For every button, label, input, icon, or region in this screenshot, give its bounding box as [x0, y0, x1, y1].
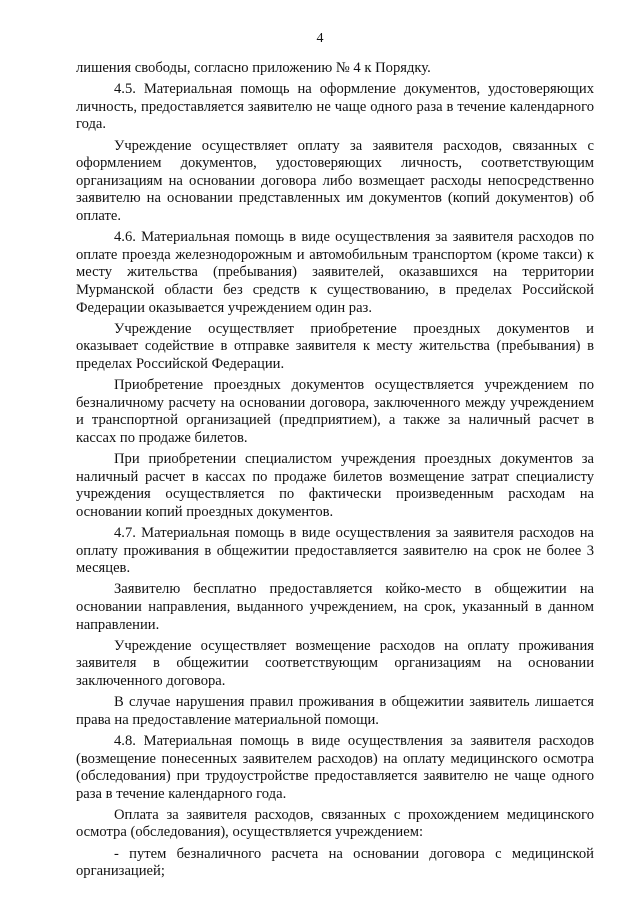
paragraph-4-5: 4.5. Материальная помощь на оформление документов, удостоверяющих личность, предоставляется заявителю не чаще одного раза в течение календарного года.: [76, 81, 594, 133]
paragraph: Учреждение осуществляет оплату за заявителя расходов, связанных с оформлением документов, удостоверяющих личность, соответствующим организациям на основании договора либо возмещает расходы непосредственно заявителю на основании представленных им документов (копий документов) об оплате.: [76, 137, 594, 224]
document-body: [76, 60, 594, 884]
paragraph-4-8: 4.8. Материальная помощь в виде осуществления за заявителя расходов (возмещение понесенных заявителем расходов) на оплату медицинского осмотра (обследования) при трудоустройстве предоставляется заявителю не чаще одного раза в течение календарного года.: [76, 732, 594, 802]
paragraph: Заявителю бесплатно предоставляется койко-место в общежитии на основании направления, выданного учреждением, на срок, указанный в данном направлении.: [76, 581, 594, 633]
paragraph: Оплата за заявителя расходов, связанных с прохождением медицинского осмотра (обследования), осуществляется учреждением:: [76, 806, 594, 841]
paragraph: Учреждение осуществляет возмещение расходов на оплату проживания заявителя в общежитии соответствующим организациям на основании заключенного договора.: [76, 637, 594, 689]
list-item: - путем безналичного расчета на основании договора с медицинской организацией;: [76, 845, 594, 880]
paragraph: В случае нарушения правил проживания в общежитии заявитель лишается права на предоставление материальной помощи.: [76, 694, 594, 728]
paragraph-4-6: 4.6. Материальная помощь в виде осуществления за заявителя расходов по оплате проезда железнодорожным и автомобильным транспортом (кроме такси) к месту жительства (пребывания) заявителей, оказавшихся на территории Мурманской области без средств к существованию, в пределах Российской Федерации оказывается учреждением один раз.: [76, 229, 594, 316]
paragraph: Учреждение осуществляет приобретение проездных документов и оказывает содействие в отправке заявителя к месту жительства (пребывания) в пределах Российской Федерации.: [76, 320, 594, 372]
paragraph: При приобретении специалистом учреждения проездных документов за наличный расчет в кассах по продаже билетов возмещение затрат специалисту учреждения осуществляется по фактически произведенным расходам на основании копий проездных документов.: [76, 451, 594, 520]
page-number: 4: [316, 31, 324, 46]
paragraph: лишения свободы, согласно приложению № 4 к Порядку.: [76, 60, 431, 76]
paragraph: Приобретение проездных документов осуществляется учреждением по безналичному расчету на основании договора, заключенного между учреждением и транспортной организацией (предприятием), а также за наличный расчет в кассах по продаже билетов.: [76, 377, 594, 446]
paragraph-4-7: 4.7. Материальная помощь в виде осуществления за заявителя расходов на оплату проживания в общежитии предоставляется заявителю на срок не более 3 месяцев.: [76, 525, 594, 577]
